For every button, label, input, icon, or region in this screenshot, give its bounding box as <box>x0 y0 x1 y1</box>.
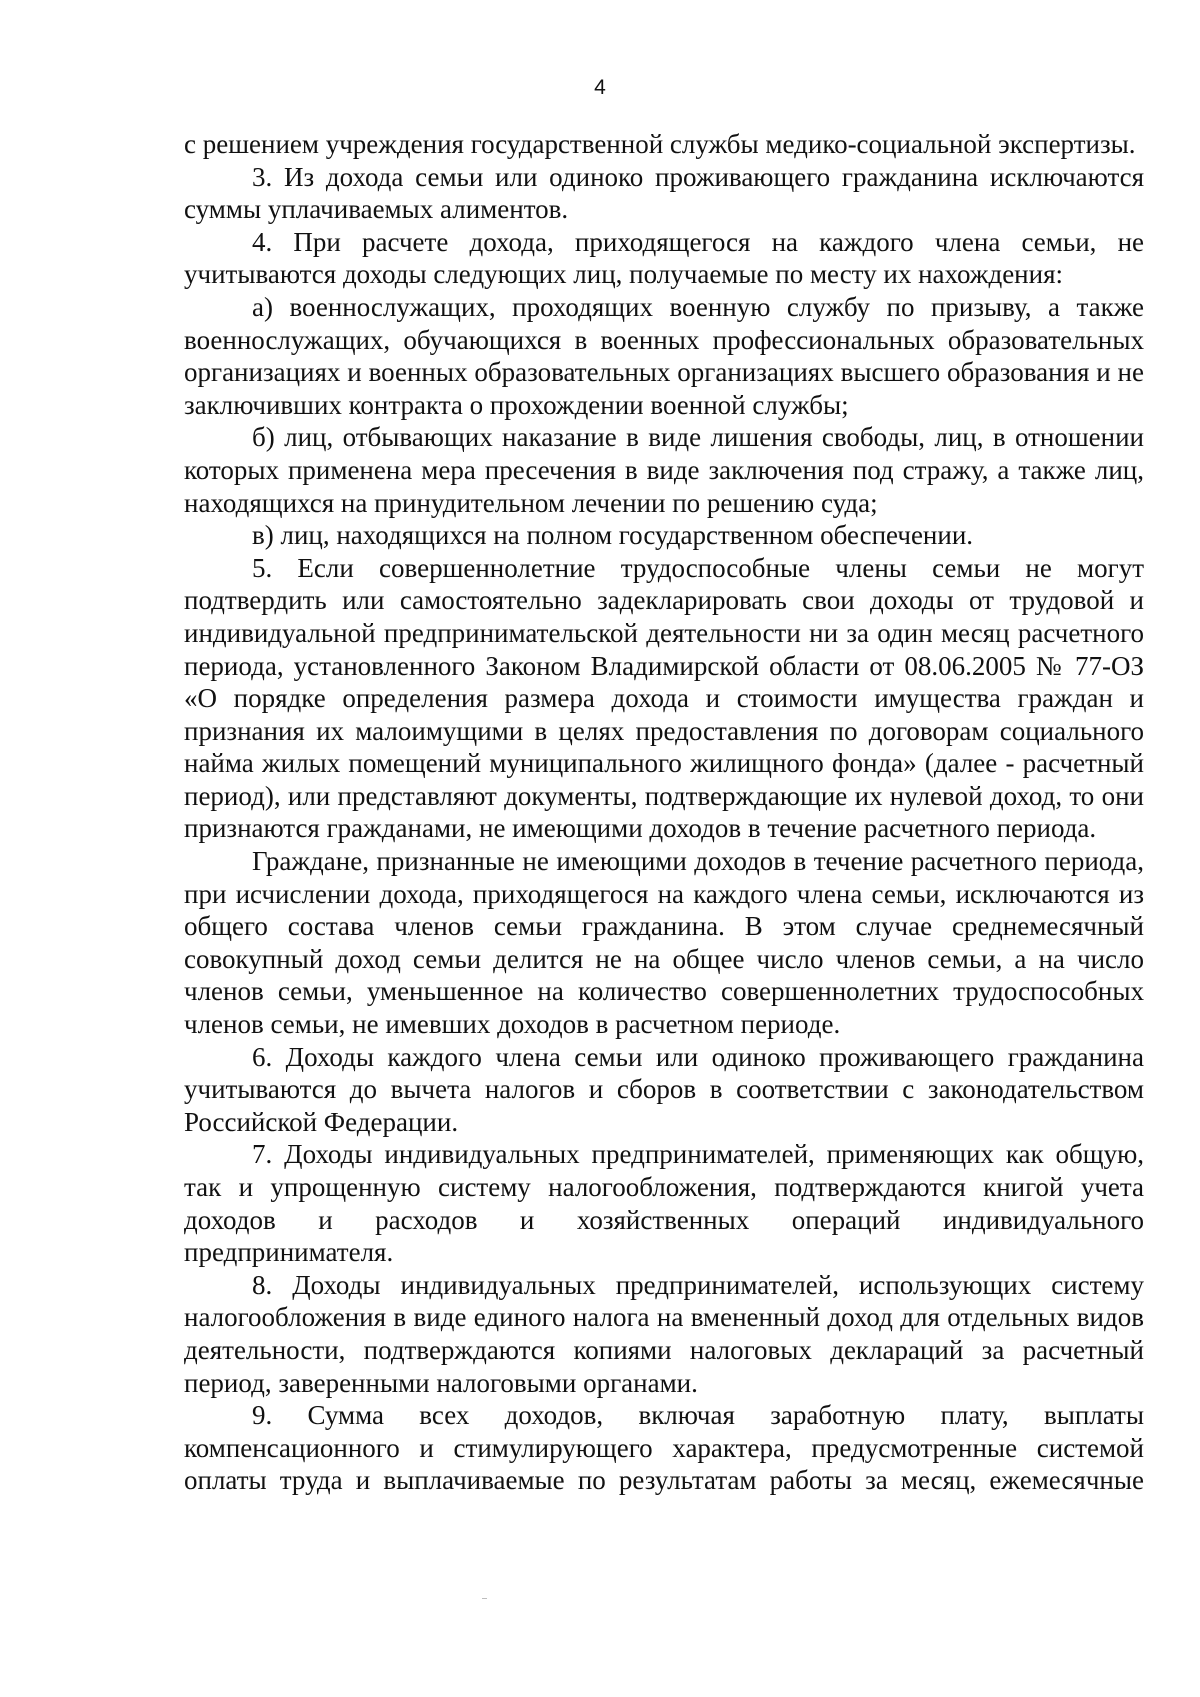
paragraph-item-3: 3. Из дохода семьи или одиноко проживающего гражданина исключаются суммы уплачиваемых алиментов. <box>184 161 1144 225</box>
paragraph-item-4b: б) лиц, отбывающих наказание в виде лишения свободы, лиц, в отношении которых применена мера пресечения в виде заключения под стражу, а также лиц, находящихся на принудительном лечении по решению суда; <box>184 422 1144 518</box>
paragraph-continuation: с решением учреждения государственной службы медико-социальной экспертизы. <box>184 129 1136 159</box>
paragraph-item-5: 5. Если совершеннолетние трудоспособные члены семьи не могут подтвердить или самостоятельно задекларировать свои доходы от трудовой и индивидуальной предпринимательской деятельности ни за один месяц расчетного периода, установленного Законом Владимирской области от 08.06.2005 № 77-ОЗ «О порядке определения размера дохода и стоимости имущества граждан и признания их малоимущими в целях предоставления по договорам социального найма жилых помещений муниципального жилищного фонда» (далее - расчетный период), или представляют документы, подтверждающие их нулевой доход, то они признаются гражданами, не имеющими доходов в течение расчетного периода. <box>184 552 1144 844</box>
paragraph-item-6: 6. Доходы каждого члена семьи или одиноко проживающего гражданина учитываются до вычета налогов и сборов в соответствии с законодательством Российской Федерации. <box>184 1041 1144 1137</box>
paragraph-item-4: 4. При расчете дохода, приходящегося на каждого члена семьи, не учитываются доходы следующих лиц, получаемые по месту их нахождения: <box>184 226 1144 290</box>
paragraph-item-7: 7. Доходы индивидуальных предпринимателей, применяющих как общую, так и упрощенную систему налогообложения, подтверждаются книгой учета доходов и расходов и хозяйственных операций индивидуального предпринимателя. <box>184 1139 1144 1268</box>
page-number: 4 <box>594 76 606 99</box>
document-body <box>184 128 1144 1497</box>
scan-artifact <box>482 1598 487 1599</box>
paragraph-item-5-continued: Граждане, признанные не имеющими доходов в течение расчетного периода, при исчислении дохода, приходящегося на каждого члена семьи, исключаются из общего состава членов семьи гражданина. В этом случае среднемесячный совокупный доход семьи делится не на общее число членов семьи, а на число членов семьи, уменьшенное на количество совершеннолетних трудоспособных членов семьи, не имевших доходов в расчетном периоде. <box>184 846 1144 1040</box>
paragraph-item-4v: в) лиц, находящихся на полном государственном обеспечении. <box>252 520 974 551</box>
paragraph-item-9: 9. Сумма всех доходов, включая заработную плату, выплаты компенсационного и стимулирующего характера, предусмотренные системой оплаты труда и выплачиваемые по результатам работы за месяц, ежемесячные <box>184 1400 1144 1496</box>
paragraph-item-8: 8. Доходы индивидуальных предпринимателей, использующих систему налогообложения в виде единого налога на вмененный доход для отдельных видов деятельности, подтверждаются копиями налоговых деклараций за расчетный период, заверенными налоговыми органами. <box>184 1269 1144 1398</box>
paragraph-item-4a: а) военнослужащих, проходящих военную службу по призыву, а также военнослужащих, обучающихся в военных профессиональных образовательных организациях и военных образовательных организациях высшего образования и не заключивших контракта о прохождении военной службы; <box>184 291 1144 420</box>
